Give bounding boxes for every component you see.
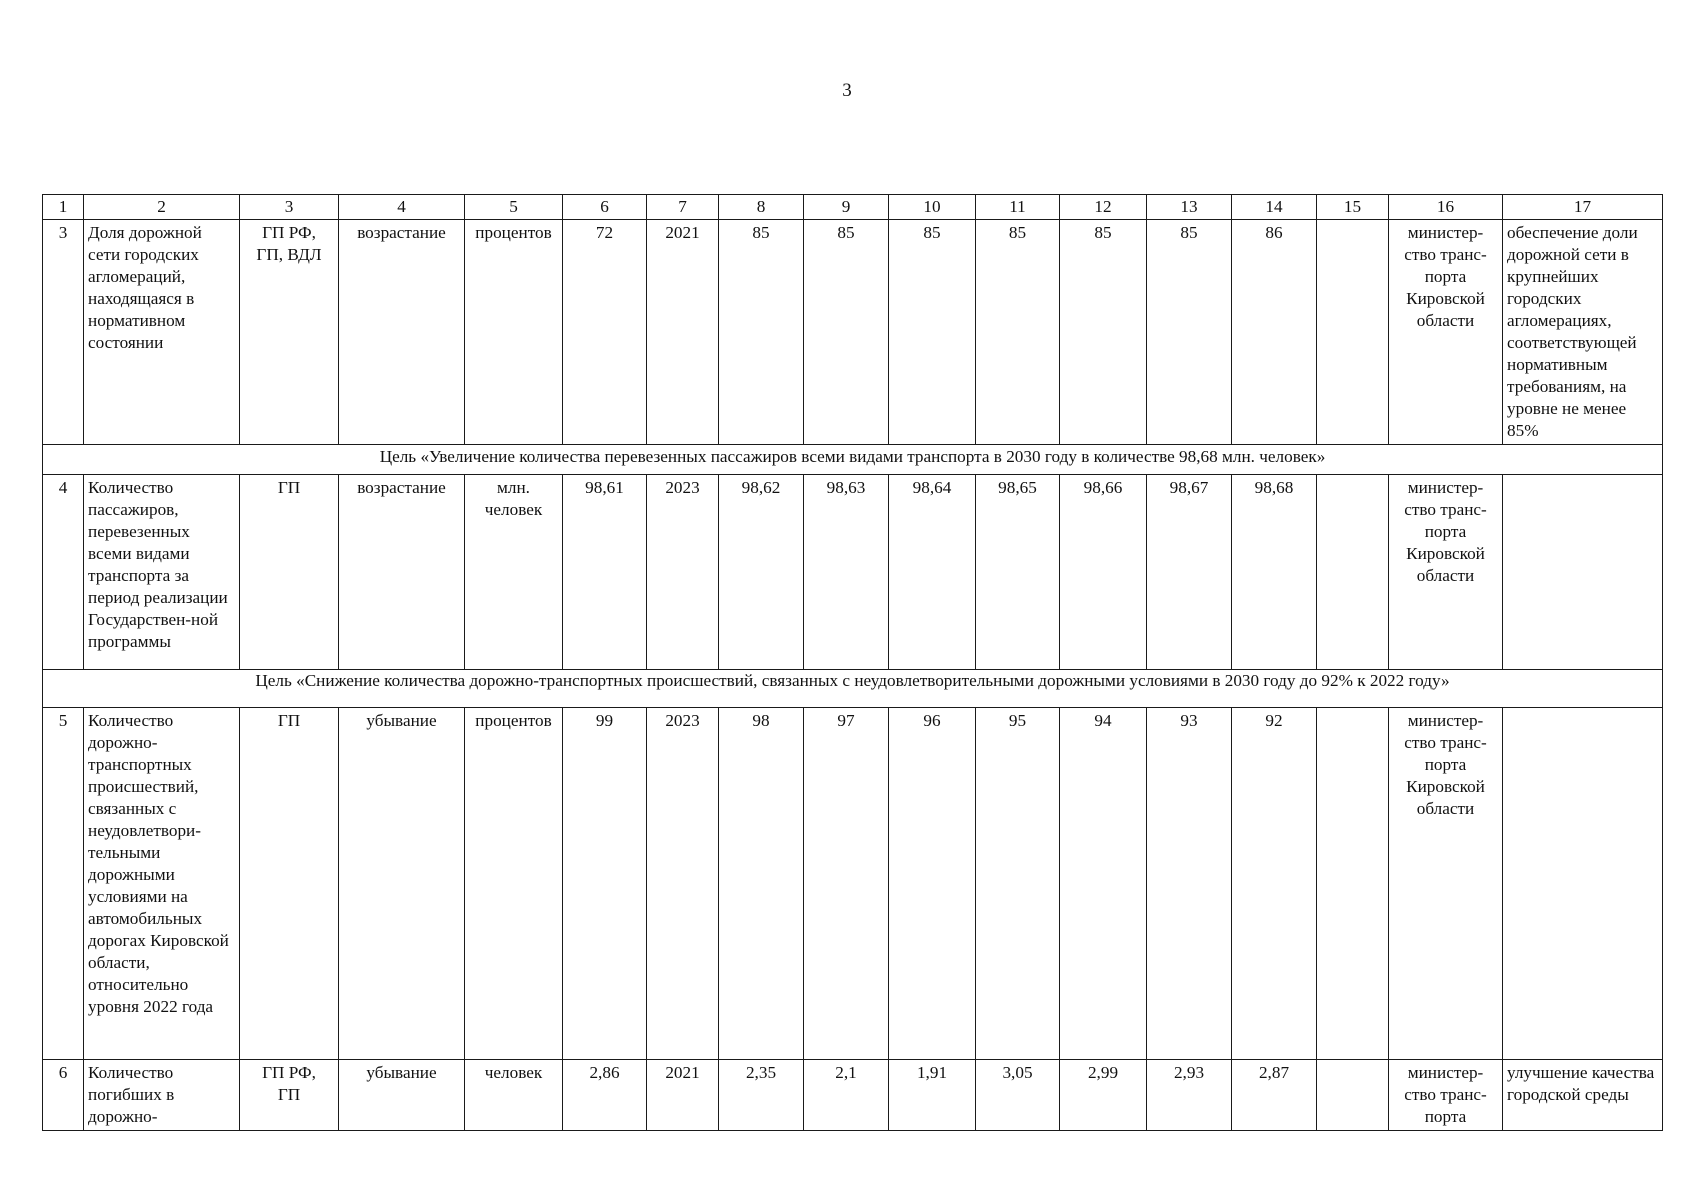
responsible-body: министер- ство транс- порта Кировской области [1389, 708, 1503, 1060]
column-number: 11 [976, 195, 1060, 220]
value-col-10: 96 [889, 708, 976, 1060]
indicator-note [1503, 475, 1663, 670]
indicator-note: улучшение качества городской среды [1503, 1060, 1663, 1131]
value-col-11: 85 [976, 220, 1060, 445]
goal-row [43, 445, 1663, 475]
column-number: 4 [339, 195, 465, 220]
column-number: 5 [465, 195, 563, 220]
value-col-9: 97 [804, 708, 889, 1060]
value-col-8: 98 [719, 708, 804, 1060]
value-col-11: 95 [976, 708, 1060, 1060]
value-col-12: 94 [1060, 708, 1147, 1060]
indicator-level: ГП [240, 708, 339, 1060]
value-col-9: 2,1 [804, 1060, 889, 1131]
indicator-name: Доля дорожной сети городских агломераций, находящаяся в нормативном состоянии [84, 220, 240, 445]
column-number-row [43, 195, 1663, 220]
value-col-12: 85 [1060, 220, 1147, 445]
value-col-14: 98,68 [1232, 475, 1317, 670]
value-col-8: 2,35 [719, 1060, 804, 1131]
indicators-table [42, 194, 1663, 1131]
value-col-8: 85 [719, 220, 804, 445]
value-col-15 [1317, 708, 1389, 1060]
row-number: 5 [43, 708, 84, 1060]
value-col-9: 98,63 [804, 475, 889, 670]
value-col-15 [1317, 220, 1389, 445]
value-col-10: 98,64 [889, 475, 976, 670]
unit-of-measure: человек [465, 1060, 563, 1131]
value-col-13: 93 [1147, 708, 1232, 1060]
value-col-13: 85 [1147, 220, 1232, 445]
value-col-10: 85 [889, 220, 976, 445]
value-col-13: 2,93 [1147, 1060, 1232, 1131]
base-value: 72 [563, 220, 647, 445]
goal-text: Цель «Увеличение количества перевезенных пассажиров всеми видами транспорта в 2030 году в количестве 98,68 млн. человек» [43, 445, 1663, 475]
column-number: 7 [647, 195, 719, 220]
value-col-15 [1317, 1060, 1389, 1131]
column-number: 9 [804, 195, 889, 220]
goal-row [43, 670, 1663, 708]
value-col-11: 3,05 [976, 1060, 1060, 1131]
base-year: 2021 [647, 1060, 719, 1131]
value-col-8: 98,62 [719, 475, 804, 670]
column-number: 15 [1317, 195, 1389, 220]
indicator-level: ГП РФ, ГП [240, 1060, 339, 1131]
indicator-level: ГП [240, 475, 339, 670]
base-year: 2021 [647, 220, 719, 445]
indicator-trend: убывание [339, 1060, 465, 1131]
indicator-trend: возрастание [339, 475, 465, 670]
indicator-level: ГП РФ, ГП, ВДЛ [240, 220, 339, 445]
column-number: 3 [240, 195, 339, 220]
column-number: 14 [1232, 195, 1317, 220]
indicator-trend: возрастание [339, 220, 465, 445]
responsible-body: министер- ство транс- порта Кировской области [1389, 475, 1503, 670]
table-row [43, 708, 1663, 1060]
page-number: 3 [842, 80, 852, 101]
base-year: 2023 [647, 708, 719, 1060]
row-number: 3 [43, 220, 84, 445]
column-number: 1 [43, 195, 84, 220]
indicator-name: Количество пассажиров, перевезенных всеми видами транспорта за период реализации Государствен-ной программы [84, 475, 240, 670]
base-year: 2023 [647, 475, 719, 670]
goal-text: Цель «Снижение количества дорожно-транспортных происшествий, связанных с неудовлетворительными дорожными условиями в 2030 году до 92% к 2022 году» [43, 670, 1663, 708]
column-number: 17 [1503, 195, 1663, 220]
indicator-name: Количество погибших в дорожно- [84, 1060, 240, 1131]
base-value: 98,61 [563, 475, 647, 670]
value-col-12: 98,66 [1060, 475, 1147, 670]
value-col-14: 86 [1232, 220, 1317, 445]
value-col-12: 2,99 [1060, 1060, 1147, 1131]
indicator-name: Количество дорожно-транспортных происшествий, связанных с неудовлетвори-тельными дорожными условиями на автомобильных дорогах Кировской области, относительно уровня 2022 года [84, 708, 240, 1060]
row-number: 6 [43, 1060, 84, 1131]
column-number: 10 [889, 195, 976, 220]
unit-of-measure: процентов [465, 220, 563, 445]
value-col-9: 85 [804, 220, 889, 445]
value-col-13: 98,67 [1147, 475, 1232, 670]
column-number: 12 [1060, 195, 1147, 220]
value-col-11: 98,65 [976, 475, 1060, 670]
indicator-note: обеспечение доли дорожной сети в крупнейших городских агломерациях, соответствующей нормативным требованиям, на уровне не менее 85% [1503, 220, 1663, 445]
value-col-15 [1317, 475, 1389, 670]
column-number: 2 [84, 195, 240, 220]
column-number: 8 [719, 195, 804, 220]
indicator-note [1503, 708, 1663, 1060]
table-row [43, 220, 1663, 445]
base-value: 99 [563, 708, 647, 1060]
table-row [43, 1060, 1663, 1131]
value-col-14: 2,87 [1232, 1060, 1317, 1131]
unit-of-measure: процентов [465, 708, 563, 1060]
row-number: 4 [43, 475, 84, 670]
value-col-10: 1,91 [889, 1060, 976, 1131]
base-value: 2,86 [563, 1060, 647, 1131]
unit-of-measure: млн. человек [465, 475, 563, 670]
column-number: 6 [563, 195, 647, 220]
value-col-14: 92 [1232, 708, 1317, 1060]
column-number: 16 [1389, 195, 1503, 220]
responsible-body: министер- ство транс- порта [1389, 1060, 1503, 1131]
indicator-trend: убывание [339, 708, 465, 1060]
column-number: 13 [1147, 195, 1232, 220]
responsible-body: министер- ство транс- порта Кировской области [1389, 220, 1503, 445]
table-row [43, 475, 1663, 670]
